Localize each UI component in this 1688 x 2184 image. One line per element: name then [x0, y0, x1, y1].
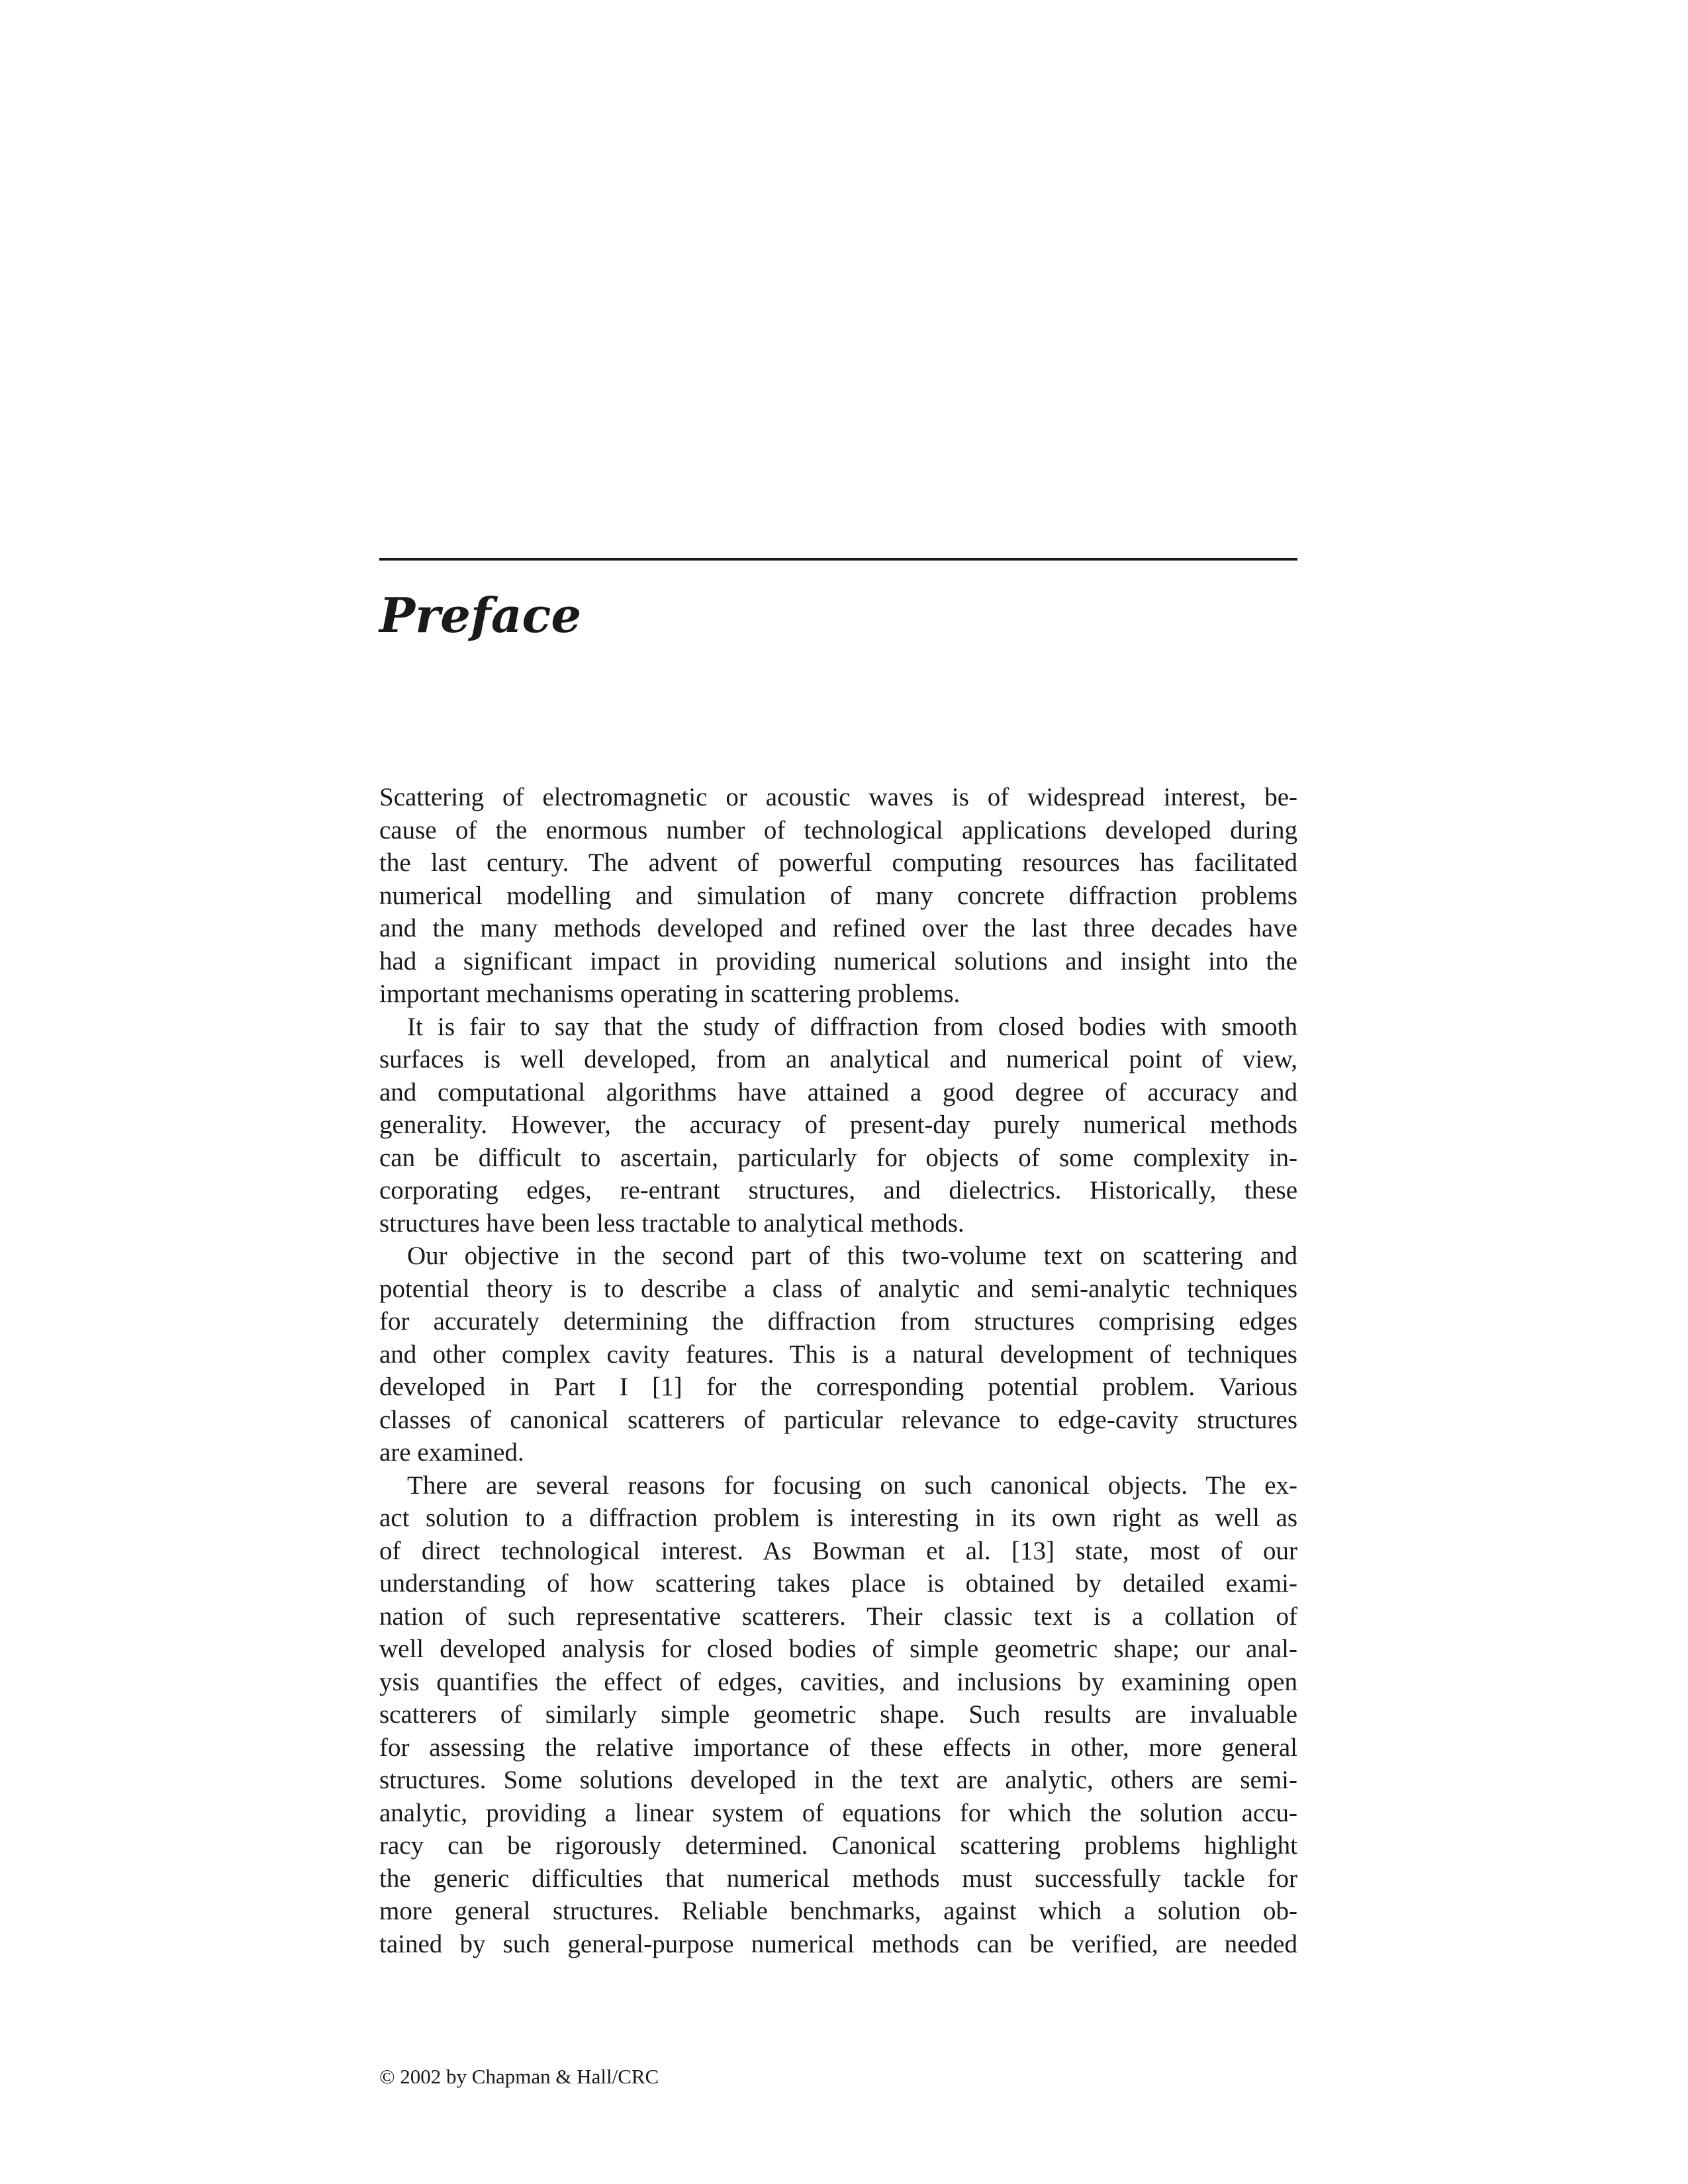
chapter-rule	[379, 558, 1297, 561]
paragraph-4	[379, 1469, 1297, 1961]
preface-body	[379, 781, 1297, 1960]
text-line: and computational algorithms have attained a good degree of accuracy and	[379, 1077, 1297, 1107]
text-line: and other complex cavity features. This is a natural development of techniques	[379, 1340, 1297, 1369]
text-line: ysis quantifies the effect of edges, cavities, and inclusions by examining open	[379, 1667, 1297, 1696]
text-line: classes of canonical scatterers of particular relevance to edge-cavity structures	[379, 1405, 1297, 1434]
text-line: surfaces is well developed, from an analytical and numerical point of view,	[379, 1045, 1297, 1073]
text-line: can be difficult to ascertain, particularly for objects of some complexity in-	[379, 1143, 1297, 1172]
text-line: Our objective in the second part of this two-volume text on scattering and	[407, 1242, 1297, 1270]
text-line: potential theory is to describe a class of analytic and semi-analytic techniques	[379, 1274, 1297, 1303]
text-line: scatterers of similarly simple geometric shape. Such results are invaluable	[379, 1700, 1297, 1729]
text-line: of direct technological interest. As Bowman et al. [13] state, most of our	[379, 1536, 1297, 1565]
text-line: the last century. The advent of powerful computing resources has facilitated	[379, 848, 1297, 877]
text-line: structures have been less tractable to analytical methods.	[379, 1208, 964, 1238]
copyright-footer: © 2002 by Chapman & Hall/CRC	[379, 2065, 659, 2088]
text-line: numerical modelling and simulation of many concrete diffraction problems	[379, 881, 1297, 910]
text-line: act solution to a diffraction problem is interesting in its own right as well as	[379, 1504, 1297, 1532]
paragraph-1	[379, 781, 1297, 1011]
text-line: developed in Part I [1] for the corresponding potential problem. Various	[379, 1373, 1297, 1401]
text-line: well developed analysis for closed bodies of simple geometric shape; our anal-	[379, 1635, 1297, 1663]
paragraph-3	[379, 1240, 1297, 1469]
text-line: understanding of how scattering takes place is obtained by detailed exami-	[379, 1569, 1297, 1598]
text-line: for assessing the relative importance of these effects in other, more general	[379, 1733, 1297, 1762]
text-line: are examined.	[379, 1438, 524, 1467]
text-line: It is fair to say that the study of diffraction from closed bodies with smooth	[407, 1012, 1297, 1041]
text-line: and the many methods developed and refined over the last three decades have	[379, 914, 1297, 942]
text-line: more general structures. Reliable benchmarks, against which a solution ob-	[379, 1897, 1297, 1925]
text-line: racy can be rigorously determined. Canonical scattering problems highlight	[379, 1831, 1297, 1860]
chapter-title: Preface	[379, 587, 582, 643]
text-line: cause of the enormous number of technological applications developed during	[379, 815, 1297, 844]
text-line: structures. Some solutions developed in the text are analytic, others are semi-	[379, 1766, 1297, 1794]
text-line: nation of such representative scatterers. Their classic text is a collation of	[379, 1602, 1297, 1631]
text-line: important mechanisms operating in scattering problems.	[379, 979, 961, 1008]
paragraph-2	[379, 1011, 1297, 1240]
text-line: the generic difficulties that numerical methods must successfully tackle for	[379, 1864, 1297, 1893]
text-line: corporating edges, re-entrant structures, and dielectrics. Historically, these	[379, 1176, 1297, 1205]
text-line: There are several reasons for focusing on such canonical objects. The ex-	[407, 1471, 1297, 1500]
text-line: generality. However, the accuracy of present-day purely numerical methods	[379, 1111, 1297, 1139]
text-line: had a significant impact in providing numerical solutions and insight into the	[379, 946, 1297, 976]
text-line: analytic, providing a linear system of equations for which the solution accu-	[379, 1798, 1297, 1827]
text-line: tained by such general-purpose numerical methods can be verified, are needed	[379, 1929, 1297, 1958]
text-line: for accurately determining the diffraction from structures comprising edges	[379, 1307, 1297, 1336]
text-line: Scattering of electromagnetic or acoustic waves is of widespread interest, be-	[379, 783, 1297, 811]
